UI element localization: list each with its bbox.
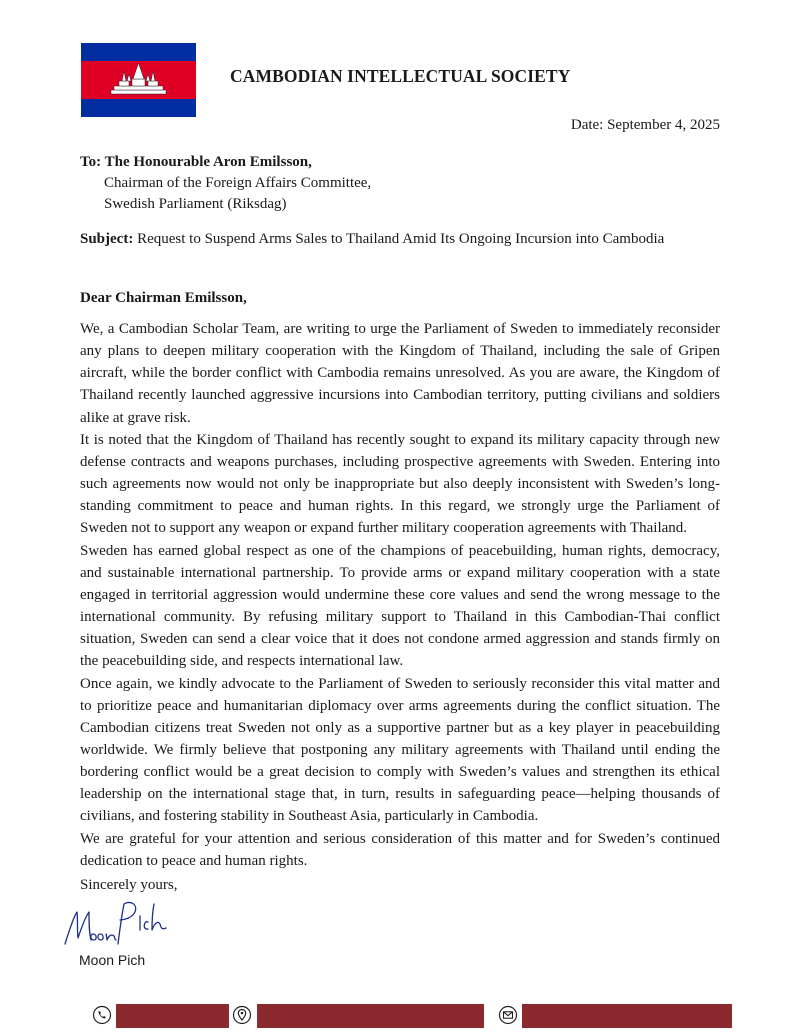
subject-text: Request to Suspend Arms Sales to Thailand Amid Its Ongoing Incursion into Cambodia (137, 231, 665, 247)
letter-body (80, 318, 720, 872)
body-paragraph: It is noted that the Kingdom of Thailand has recently sought to expand its military capacity through new defense contracts and weapons purchases, including prospective agreements with Sweden. Entering into such agreements now would not only be inappropriate but also deeply inconsistent with Sweden’s long-standing commitment to peace and human rights. In this regard, we strongly urge the Parliament of Sweden not to support any weapon or expand further military cooperation agreements with Thailand. (80, 431, 720, 537)
subject-line (80, 231, 664, 248)
footer (0, 1002, 800, 1030)
footer-email-bar (522, 1004, 732, 1028)
body-paragraph: We are grateful for your attention and serious consideration of this matter and for Sweden’s continued dedication to peace and human rights. (80, 830, 720, 869)
letter-date: Date: September 4, 2025 (570, 117, 720, 133)
salutation: Dear Chairman Emilsson, (80, 290, 247, 306)
organization-title: CAMBODIAN INTELLECTUAL SOCIETY (230, 66, 571, 86)
handwritten-signature (62, 898, 174, 948)
footer-phone-bar (116, 1004, 229, 1028)
recipient-title: Chairman of the Foreign Affairs Committee, (104, 175, 372, 191)
location-pin-icon (232, 1005, 252, 1025)
recipient-block (80, 152, 371, 215)
footer-address-bar (257, 1004, 484, 1028)
body-paragraph: Once again, we kindly advocate to the Parliament of Sweden to seriously reconsider this vital matter and to prioritize peace and humanitarian diplomacy over arms agreements during the conflict situation. The Cambodian citizens treat Sweden not only as a supportive partner but as a key player in peacebuilding worldwide. We firmly believe that postponing any military agreements with Thailand until ending the bordering conflict would be a great decision to comply with Sweden’s values and strengthen its ethical leadership on the international stage that, in turn, results in safeguarding peace—helping thousands of civilians, and fostering stability in Southeast Asia, particularly in Cambodia. (80, 675, 720, 825)
phone-icon (92, 1005, 112, 1025)
recipient-institution: Swedish Parliament (Riksdag) (104, 196, 287, 212)
cambodian-flag-logo (81, 43, 196, 117)
email-icon (498, 1005, 518, 1025)
subject-label: Subject: (80, 231, 134, 247)
recipient-name: To: The Honourable Aron Emilsson, (80, 154, 312, 170)
signer-name: Moon Pich (79, 952, 146, 968)
closing: Sincerely yours, (80, 877, 178, 893)
body-paragraph: Sweden has earned global respect as one of the champions of peacebuilding, human rights, democracy, and sustainable international partnership. To provide arms or expand military cooperation with a state engaged in territorial aggression would undermine these core values and send the wrong message to the international community. By refusing military support to Thailand in this Cambodian-Thai conflict situation, Sweden can send a clear voice that it does not condone armed aggression and stands firmly on the peacebuilding side, and respects international law. (80, 542, 720, 670)
body-paragraph: We, a Cambodian Scholar Team, are writing to urge the Parliament of Sweden to immediately reconsider any plans to deepen military cooperation with the Kingdom of Thailand, including the sale of Gripen aircraft, while the border conflict with Cambodia remains unresolved. As you are aware, the Kingdom of Thailand recently launched aggressive incursions into Cambodian territory, putting civilians and soldiers alike at grave risk. (80, 321, 720, 426)
